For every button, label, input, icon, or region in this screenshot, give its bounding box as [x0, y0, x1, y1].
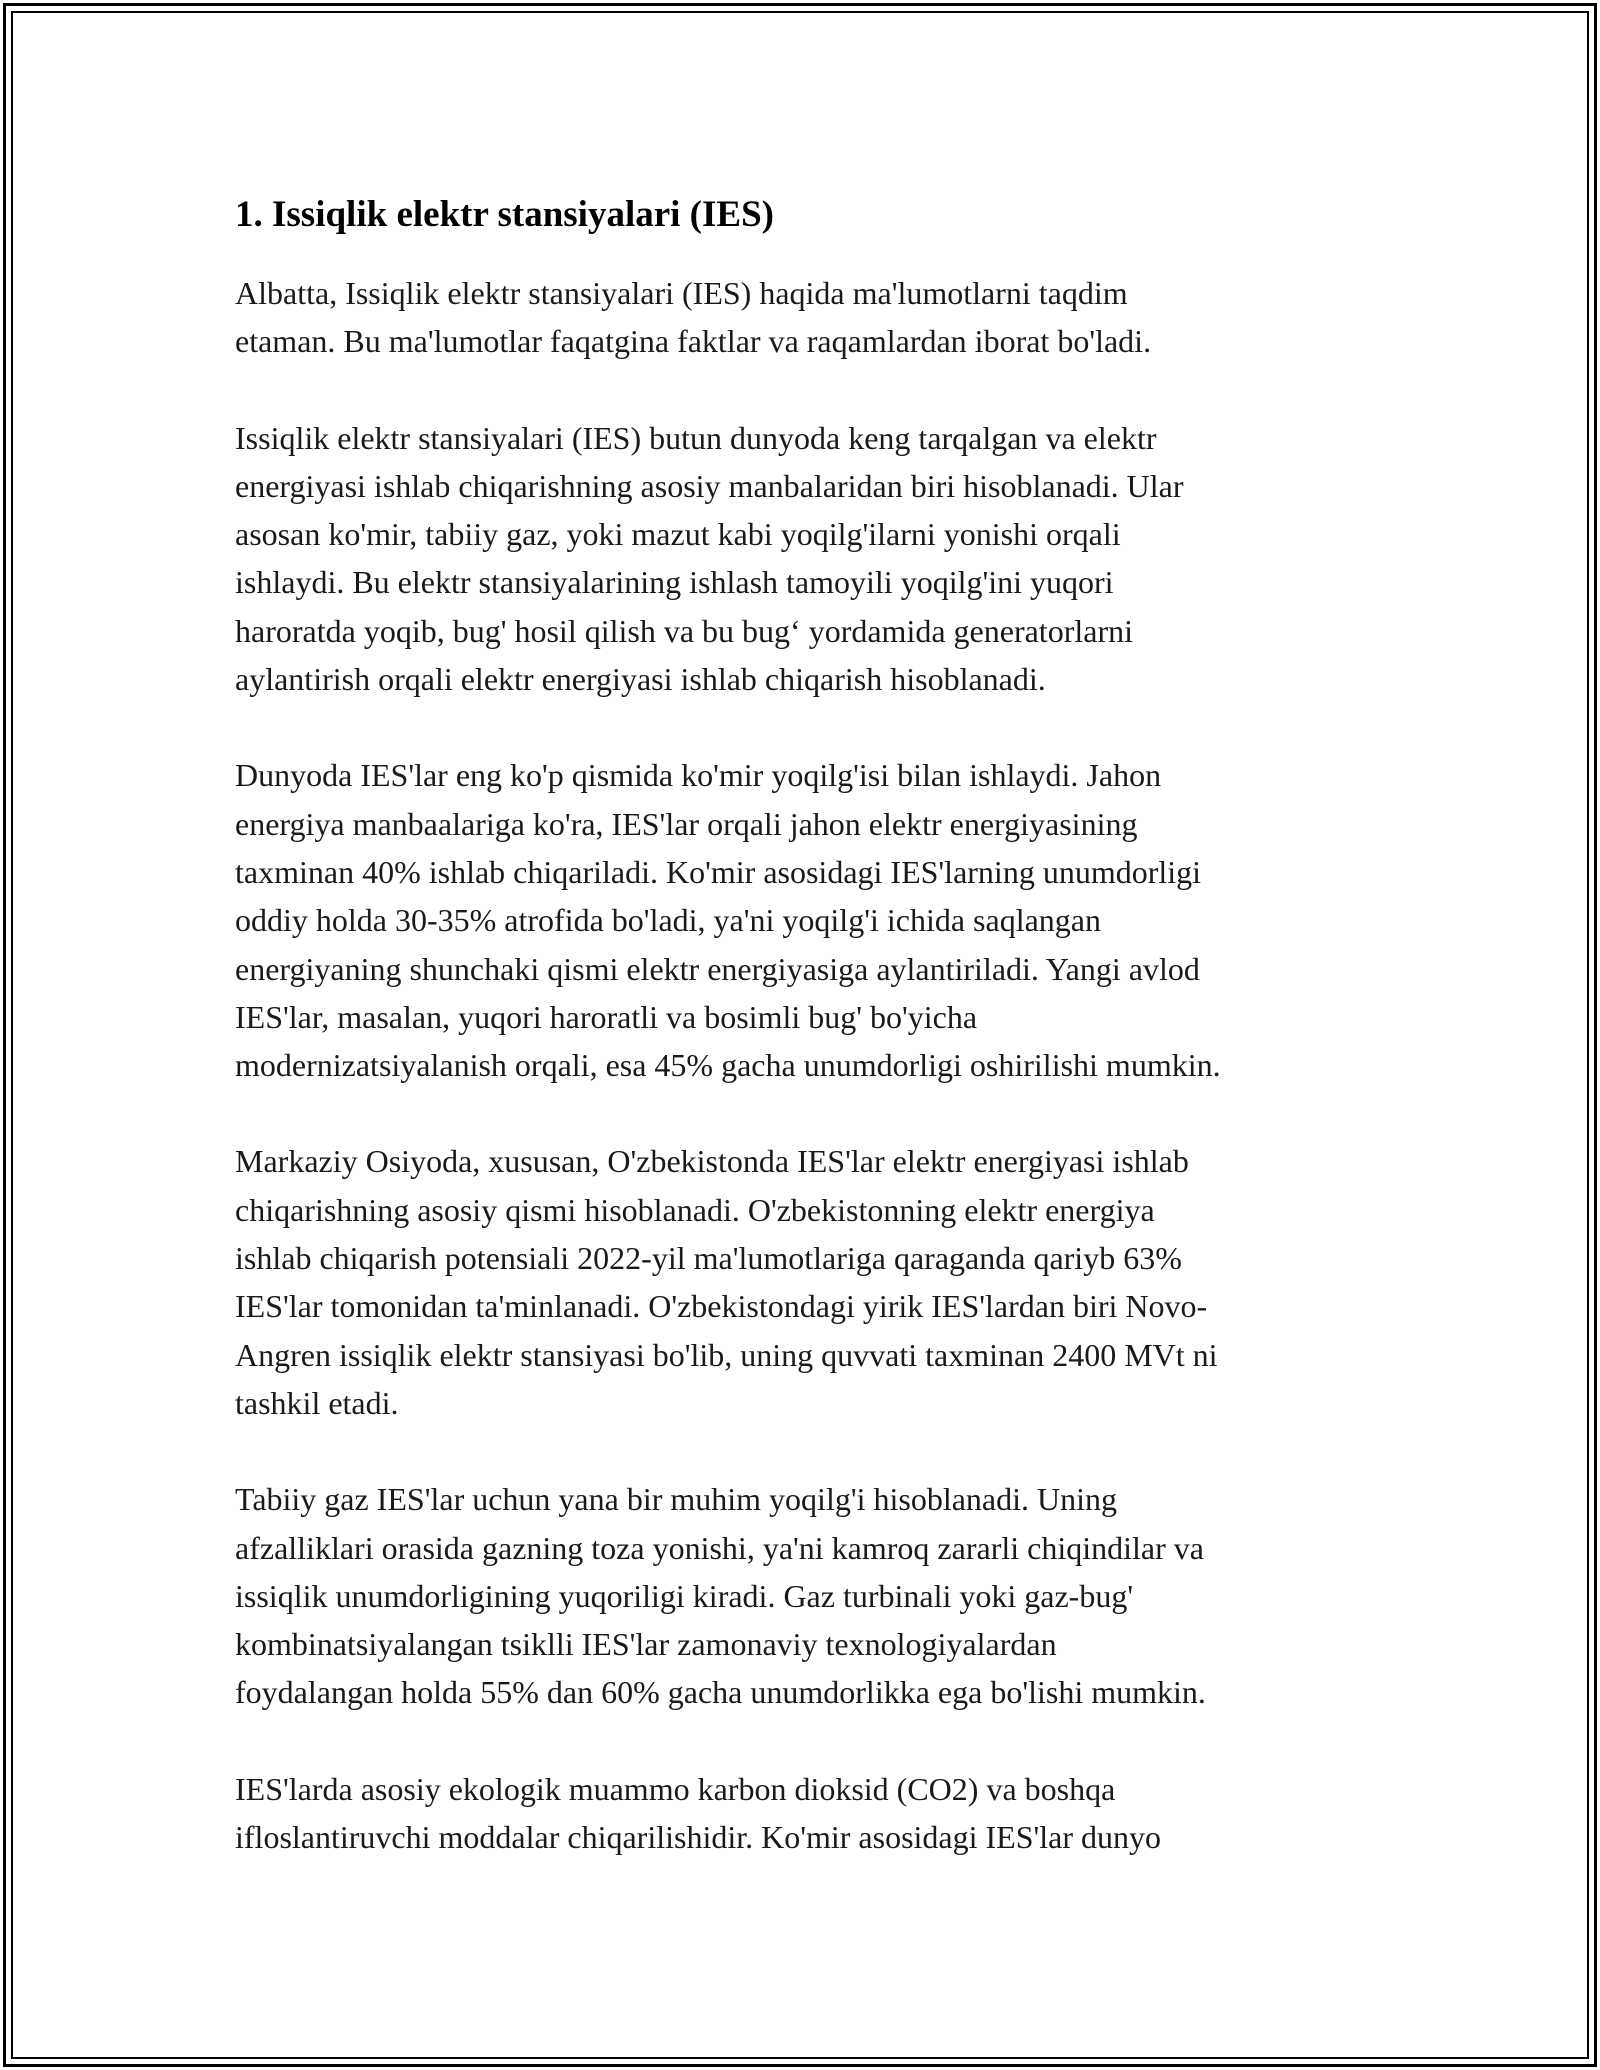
paragraph-ies-overview: Issiqlik elektr stansiyalari (IES) butun dunyoda keng tarqalgan va elektr energiyasi ishlab chiqarishning asosiy manbalaridan biri hisoblanadi. Ular asosan ko'mir, tabiiy gaz, yoki mazut kabi yoqilg'ilarni yonishi orqali ishlaydi. Bu elektr stansiyalarining ishlash tamoyili yoqilg'ini yuqori haroratda yoqib, bug' hosil qilish va bu bug‘ yordamida generatorlarni aylantirish orqali elektr energiyasi ishlab chiqarish hisoblanadi. — [235, 419, 1184, 698]
paragraph-uzbekistan: Markaziy Osiyoda, xususan, O'zbekistonda IES'lar elektr energiyasi ishlab chiqarishning asosiy qismi hisoblanadi. O'zbekistonning elektr energiya ishlab chiqarish potensiali 2022-yil ma'lumotlariga qaraganda qariyb 63% IES'lar tomonidan ta'minlanadi. O'zbekistondagi yirik IES'lardan biri Novo- Angren issiqlik elektr stansiyasi bo'lib, uning quvvati taxminan 2400 MVt ni tashkil etadi. — [235, 1143, 1218, 1421]
document-body — [235, 188, 1375, 1909]
paragraph-coal-efficiency: Dunyoda IES'lar eng ko'p qismida ko'mir yoqilg'isi bilan ishlaydi. Jahon energiya manbaalariga ko'ra, IES'lar orqali jahon elektr energiyasining taxminan 40% ishlab chiqariladi. Ko'mir asosidagi IES'larning unumdorligi oddiy holda 30-35% atrofida bo'ladi, ya'ni yoqilg'i ichida saqlangan energiyaning shunchaki qismi elektr energiyasiga aylantiriladi. Yangi avlod IES'lar, masalan, yuqori haroratli va bosimli bug' bo'yicha modernizatsiyalanish orqali, esa 45% gacha unumdorligi oshirilishi mumkin. — [235, 757, 1221, 1084]
paragraph-natural-gas: Tabiiy gaz IES'lar uchun yana bir muhim yoqilg'i hisoblanadi. Uning afzalliklari orasida gazning toza yonishi, ya'ni kamroq zararli chiqindilar va issiqlik unumdorligining yuqoriligi kiradi. Gaz turbinali yoki gaz-bug' kombinatsiyalangan tsiklli IES'lar zamonaviy texnologiyalardan foydalangan holda 55% dan 60% gacha unumdorlikka ega bo'lishi mumkin. — [235, 1481, 1206, 1711]
section-heading: 1. Issiqlik elektr stansiyalari (IES) — [235, 194, 774, 235]
paragraph-intro: Albatta, Issiqlik elektr stansiyalari (IES) haqida ma'lumotlarni taqdim etaman. Bu ma'lumotlar faqatgina faktlar va raqamlardan iborat bo'ladi. — [235, 275, 1152, 360]
paragraph-ecology: IES'larda asosiy ekologik muammo karbon dioksid (CO2) va boshqa ifloslantiruvchi moddalar chiqarilishidir. Ko'mir asosidagi IES'lar dunyo — [235, 1770, 1162, 1856]
